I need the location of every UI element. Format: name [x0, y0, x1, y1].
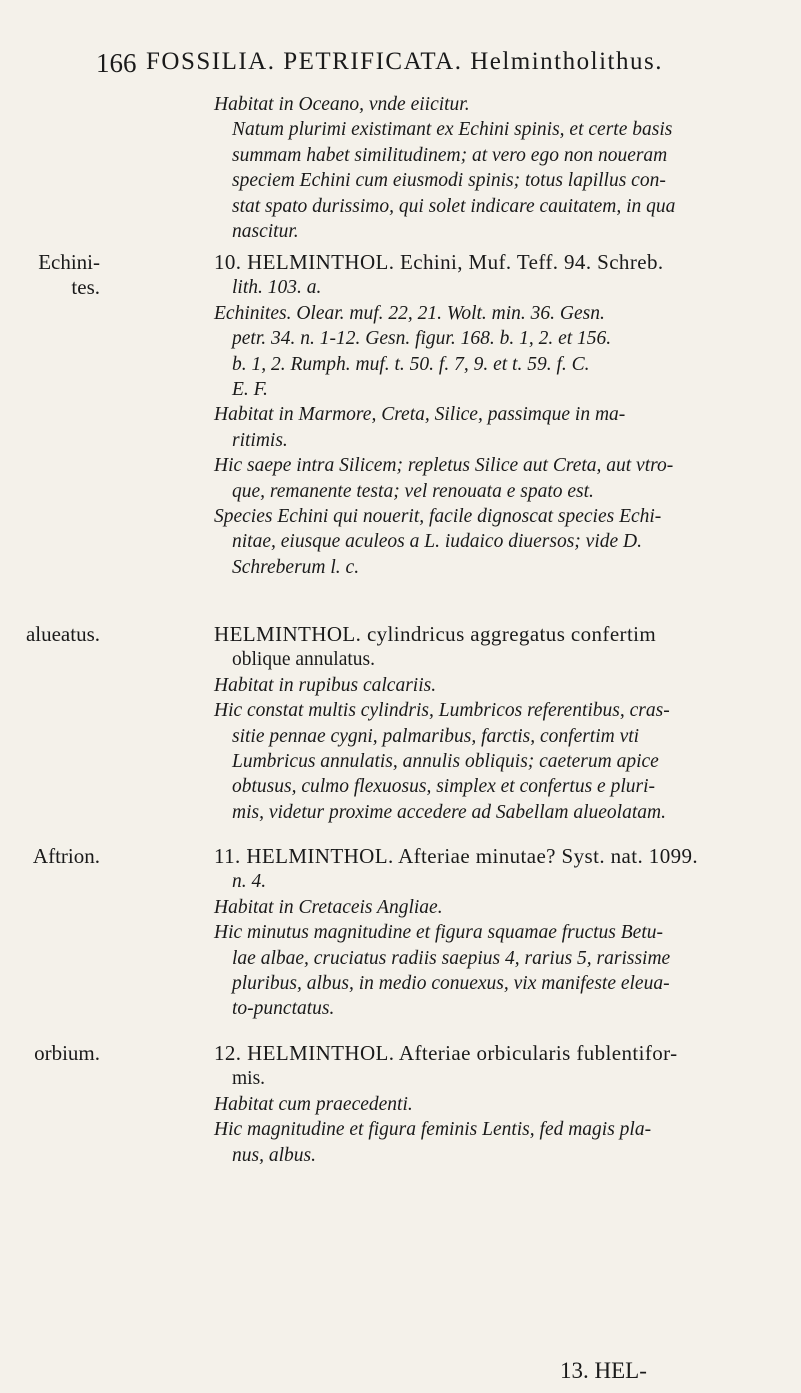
synonym-line: lith. 103. a. — [232, 277, 322, 299]
margin-label-aftrion: Aftrion. — [32, 844, 100, 868]
entry-heading: mis. — [232, 1068, 266, 1090]
synonym-line: petr. 34. n. 1-12. Gesn. figur. 168. b. 1, 2. et 156. — [232, 328, 612, 350]
synonym-line: E. F. — [232, 379, 268, 401]
intro-line: Habitat in Oceano, vnde eiicitur. — [214, 94, 470, 115]
description-line: Lumbricus annulatis, annulis obliquis; caeterum apice — [232, 751, 659, 773]
habitat-line: Habitat in rupibus calcariis. — [214, 674, 437, 696]
habitat-line: Habitat in Marmore, Creta, Silice, passimque in ma- — [214, 404, 626, 426]
entry-heading: oblique annulatus. — [232, 649, 375, 671]
page-number: 166 — [96, 48, 137, 78]
habitat-line: Habitat cum praecedenti. — [214, 1093, 413, 1115]
description-line: obtusus, culmo flexuosus, simplex et confertus e pluri- — [232, 776, 655, 798]
entry-heading: 11. HELMINTHOL. Afteriae minutae? Syst. nat. 1099. — [214, 844, 699, 868]
description-line: sitie pennae cygni, palmaribus, farctis, confertim vti — [232, 725, 640, 747]
entry-heading: 12. HELMINTHOL. Afteriae orbicularis fublentifor- — [214, 1041, 678, 1065]
description-line: Hic saepe intra Silicem; repletus Silice aut Creta, aut vtro- — [214, 455, 674, 477]
intro-line: summam habet similitudinem; at vero ego non noueram — [232, 144, 668, 166]
running-header — [96, 48, 786, 88]
synonym-line: Echinites. Olear. muf. 22, 21. Wolt. min. 36. Gesn. — [214, 302, 605, 324]
description-line: mis, videtur proxime accedere ad Sabellam alueolatam. — [232, 801, 666, 823]
habitat-line: Habitat in Cretaceis Angliae. — [214, 896, 443, 918]
habitat-line: ritimis. — [232, 429, 288, 451]
margin-label-alueatus: alueatus. — [25, 622, 100, 646]
intro-paragraph — [214, 92, 788, 244]
description-line: to-punctatus. — [232, 998, 335, 1020]
description-line: que, remanente testa; vel renouata e spato est. — [232, 480, 594, 502]
intro-line: nascitur. — [232, 221, 299, 243]
margin-label-orbium: orbium. — [34, 1041, 100, 1065]
description-line: Hic magnitudine et figura feminis Lentis, fed magis pla- — [214, 1119, 652, 1141]
description-line: Hic constat multis cylindris, Lumbricos referentibus, cras- — [214, 700, 670, 722]
entry-heading: HELMINTHOL. cylindricus aggregatus confertim — [214, 622, 657, 646]
catchword: 13. HEL- — [560, 1358, 647, 1383]
entry-orbium — [214, 1041, 788, 1168]
entry-echinites — [214, 250, 788, 580]
description-line: pluribus, albus, in medio conuexus, vix manifeste eleua- — [232, 973, 670, 995]
running-title: FOSSILIA. PETRIFICATA. Helmintholithus. — [146, 48, 663, 75]
description-line: nitae, eiusque aculeos a L. iudaico diuersos; vide D. — [232, 531, 642, 553]
intro-line: Natum plurimi existimant ex Echini spinis, et certe basis — [232, 119, 673, 141]
description-line: nus, albus. — [232, 1144, 316, 1166]
margin-label-echinites: Echini- tes. — [38, 250, 100, 299]
description-line: Species Echini qui nouerit, facile dignoscat species Echi- — [214, 506, 662, 528]
synonym-line: b. 1, 2. Rumph. muf. t. 50. f. 7, 9. et t. 59. f. C. — [232, 353, 590, 375]
entry-aftrion — [214, 844, 788, 1022]
description-line: Schreberum l. c. — [232, 556, 360, 578]
intro-line: speciem Echini cum eiusmodi spinis; totus lapillus con- — [232, 170, 666, 192]
description-line: Hic minutus magnitudine et figura squamae fructus Betu- — [214, 922, 663, 944]
entry-heading: 10. HELMINTHOL. Echini, Muf. Teff. 94. Schreb. — [214, 250, 664, 274]
intro-line: stat spato durissimo, qui solet indicare cauitatem, in qua — [232, 195, 676, 217]
entry-alueatus — [214, 622, 788, 825]
description-line: lae albae, cruciatus radiis saepius 4, rarius 5, rarissime — [232, 947, 671, 969]
entry-heading: n. 4. — [232, 871, 267, 893]
